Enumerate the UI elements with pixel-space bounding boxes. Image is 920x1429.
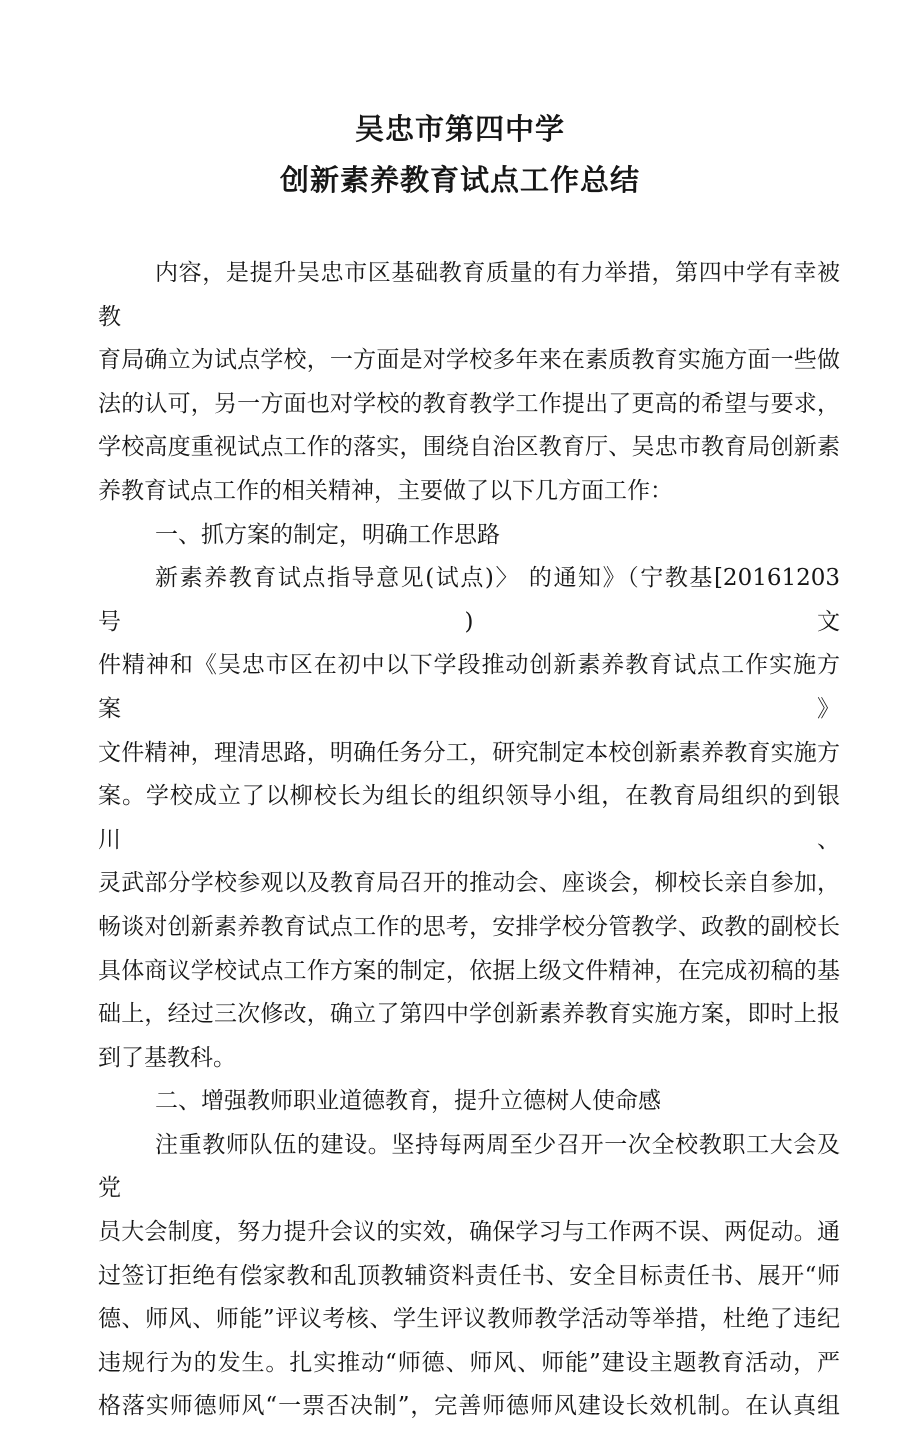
text-line: 养教育试点工作的相关精神，主要做了以下几方面工作： <box>98 477 673 504</box>
document-body <box>98 252 840 1429</box>
text-line: 员大会制度，努力提升会议的实效，确保学习与工作两不误、两促动。通 <box>98 1219 840 1246</box>
text-line: 过签订拒绝有偿家教和乱顶教辅资料责任书、安全目标责任书、展开“师 <box>98 1262 840 1289</box>
document-title-block <box>0 104 920 206</box>
text-line: 注重教师队伍的建设。坚持每两周至少召开一次全校教职工大会及党 <box>98 1131 840 1202</box>
text-line: 内容，是提升吴忠市区基础教育质量的有力举措，第四中学有幸被教 <box>98 260 840 330</box>
text-line: 法的认可，另一方面也对学校的教育教学工作提出了更高的希望与要求， <box>98 390 840 417</box>
text-line: 畅谈对创新素养教育试点工作的思考，安排学校分管教学、政教的副校长 <box>98 913 840 940</box>
text-line: 新素养教育试点指导意见(试点)〉 的通知》（宁教基[20161203 号)文 <box>98 565 840 635</box>
text-line: 件精神和《吴忠市区在初中以下学段推动创新素养教育试点工作实施方案》 <box>98 652 840 722</box>
text-line: 案。学校成立了以柳校长为组长的组织领导小组，在教育局组织的到银川、 <box>98 783 840 853</box>
text-line: 文件精神，理清思路，明确任务分工，研究制定本校创新素养教育实施方 <box>98 739 840 766</box>
document-title-line-2: 创新素养教育试点工作总结 <box>279 163 640 197</box>
text-line: 违规行为的发生。扎实推动“师德、师风、师能”建设主题教育活动，严 <box>98 1349 840 1376</box>
text-line: 育局确立为试点学校，一方面是对学校多年来在素质教育实施方面一些做 <box>98 347 840 374</box>
text-line: 德、师风、师能”评议考核、学生评议教师教学活动等举措，杜绝了违纪 <box>98 1306 840 1333</box>
text-line: 础上，经过三次修改，确立了第四中学创新素养教育实施方案，即时上报 <box>98 1001 840 1028</box>
section-heading: 一、抓方案的制定，明确工作思路 <box>155 521 500 548</box>
text-line: 到了基教科。 <box>98 1044 236 1071</box>
document-title-line-1: 吴忠市第四中学 <box>354 112 565 146</box>
text-line: 灵武部分学校参观以及教育局召开的推动会、座谈会，柳校长亲自参加， <box>98 870 840 897</box>
text-line: 具体商议学校试点工作方案的制定，依据上级文件精神，在完成初稿的基 <box>98 957 840 984</box>
section-heading: 二、增强教师职业道德教育，提升立德树人使命感 <box>155 1088 661 1115</box>
text-line: 学校高度重视试点工作的落实，围绕自治区教育厅、吴忠市教育局创新素 <box>98 434 840 461</box>
text-line: 格落实师德师风“一票否决制”，完善师德师风建设长效机制。在认真组 <box>98 1393 840 1420</box>
